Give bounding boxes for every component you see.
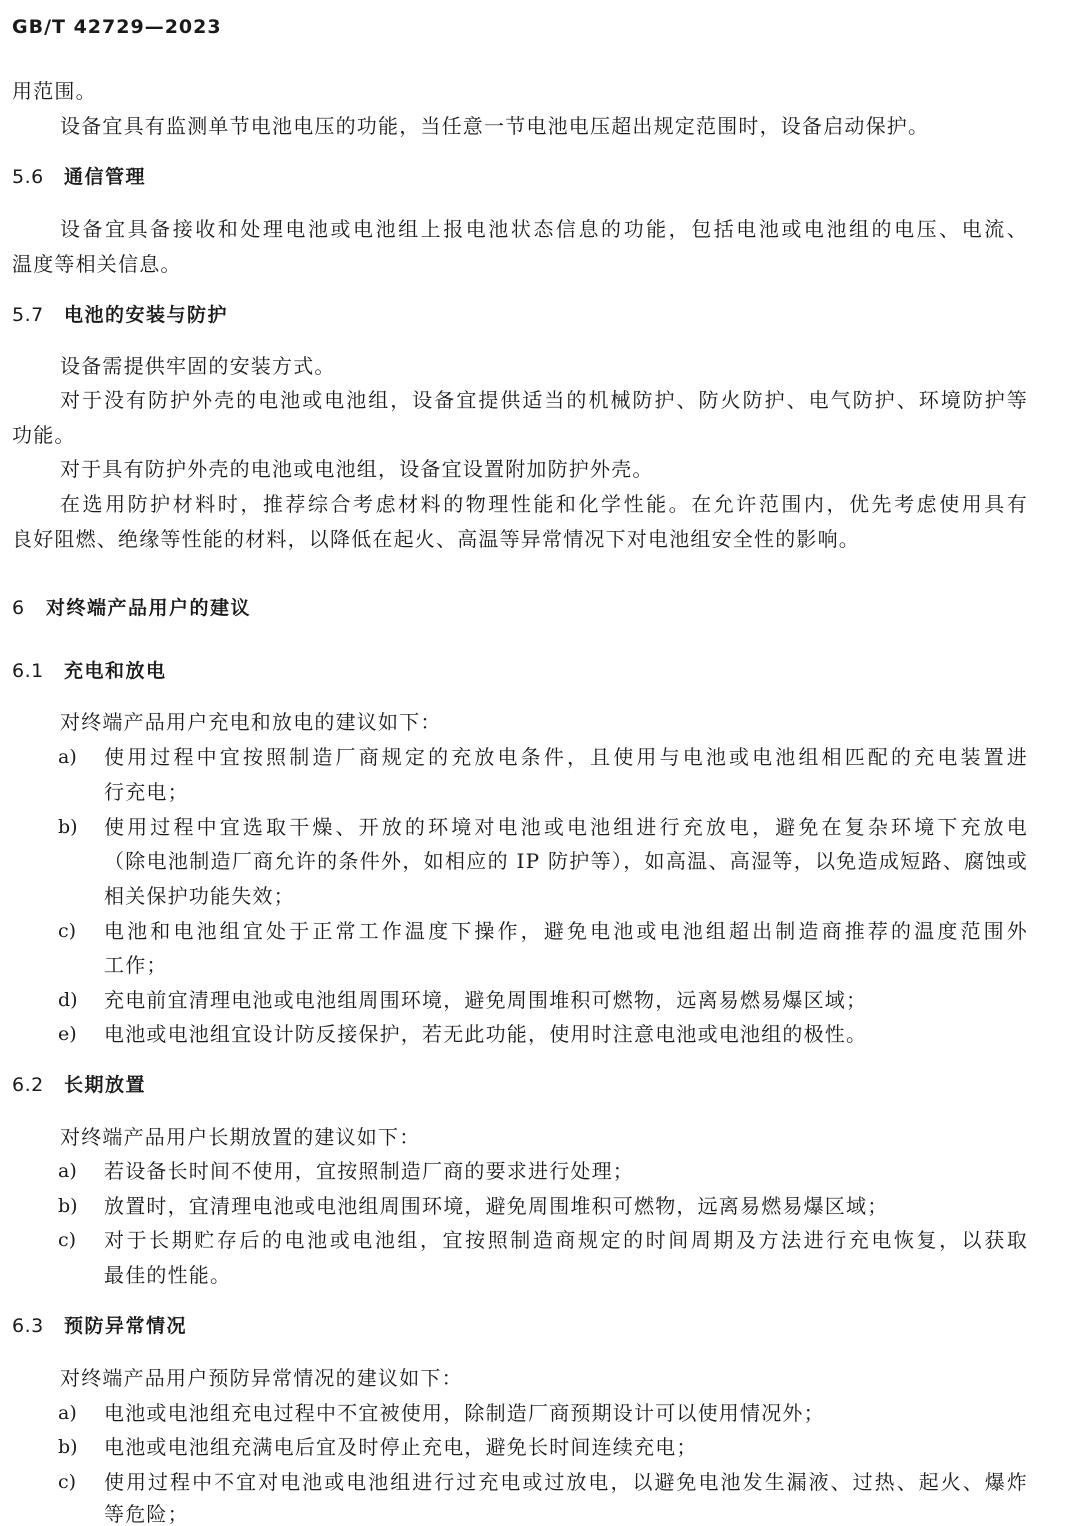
- list-item-line: 等危险；: [104, 1502, 189, 1526]
- list-item-line: 充电前宜清理电池或电池组周围环境，避免周围堆积可燃物，远离易燃易爆区域；: [104, 988, 868, 1012]
- paragraph-line: 对终端产品用户充电和放电的建议如下：: [60, 710, 442, 734]
- paragraph-line: 设备需提供牢固的安装方式。: [60, 354, 336, 378]
- section-number: 6: [12, 597, 25, 619]
- list-marker: d): [58, 989, 78, 1011]
- section-number: 6.3: [12, 1315, 44, 1337]
- paragraph-line: 设备宜具备接收和处理电池或电池组上报电池状态信息的功能，包括电池或电池组的电压、电流、: [60, 217, 1028, 241]
- list-item-line: 电池和电池组宜处于正常工作温度下操作，避免电池或电池组超出制造商推荐的温度范围外: [104, 919, 1028, 943]
- list-item-line: 若设备长时间不使用，宜按照制造厂商的要求进行处理；: [104, 1159, 634, 1183]
- section-heading-6-1: [12, 659, 167, 683]
- list-item-line: 使用过程中宜按照制造厂商规定的充放电条件，且使用与电池或电池组相匹配的充电装置进: [104, 745, 1028, 769]
- list-item-line: 对于长期贮存后的电池或电池组，宜按照制造商规定的时间周期及方法进行充电恢复，以获取: [104, 1228, 1028, 1252]
- paragraph-line: 温度等相关信息。: [12, 252, 182, 276]
- list-item-line: 相关保护功能失效；: [104, 884, 295, 908]
- section-title: 电池的安装与防护: [64, 304, 229, 326]
- list-marker: b): [58, 1195, 78, 1217]
- list-item-line: 最佳的性能。: [104, 1263, 232, 1287]
- standard-code-header: GB/T 42729—2023: [12, 16, 222, 38]
- list-marker: a): [58, 1402, 77, 1424]
- paragraph-line: 功能。: [12, 423, 76, 447]
- paragraph-line: 用范围。: [12, 79, 97, 103]
- list-item-line: 使用过程中不宜对电池或电池组进行过充电或过放电，以避免电池发生漏液、过热、起火、爆炸: [104, 1470, 1028, 1494]
- section-title: 预防异常情况: [64, 1315, 188, 1337]
- list-marker: b): [58, 816, 78, 838]
- list-item-line: 电池或电池组充电过程中不宜被使用，除制造厂商预期设计可以使用情况外；: [104, 1401, 825, 1425]
- list-item-line: （除电池制造厂商允许的条件外，如相应的 IP 防护等），如高温、高湿等，以免造成短路、腐蚀或: [104, 849, 1028, 873]
- list-marker: c): [58, 920, 77, 942]
- paragraph-line: 在选用防护材料时，推荐综合考虑材料的物理性能和化学性能。在允许范围内，优先考虑使用具有: [60, 492, 1028, 516]
- section-heading-5-7: [12, 303, 228, 327]
- paragraph-line: 设备宜具有监测单节电池电压的功能，当任意一节电池电压超出规定范围时，设备启动保护。: [60, 114, 930, 138]
- section-title: 对终端产品用户的建议: [46, 597, 252, 619]
- paragraph-line: 对于没有防护外壳的电池或电池组，设备宜提供适当的机械防护、防火防护、电气防护、环境防护等: [60, 388, 1028, 412]
- paragraph-line: 对终端产品用户长期放置的建议如下：: [60, 1125, 421, 1149]
- section-heading-6-3: [12, 1314, 187, 1338]
- section-heading-5-6: [12, 165, 146, 189]
- list-item-line: 电池或电池组宜设计防反接保护，若无此功能，使用时注意电池或电池组的极性。: [104, 1022, 868, 1046]
- list-marker: b): [58, 1436, 78, 1458]
- list-item-line: 放置时，宜清理电池或电池组周围环境，避免周围堆积可燃物，远离易燃易爆区域；: [104, 1194, 889, 1218]
- paragraph-line: 对于具有防护外壳的电池或电池组，设备宜设置附加防护外壳。: [60, 457, 654, 481]
- section-number: 6.2: [12, 1074, 44, 1096]
- section-title: 长期放置: [64, 1074, 147, 1096]
- list-item-line: 行充电；: [104, 780, 189, 804]
- section-heading-6-2: [12, 1073, 146, 1097]
- list-marker: e): [58, 1023, 77, 1045]
- list-item-line: 电池或电池组充满电后宜及时停止充电，避免长时间连续充电；: [104, 1435, 698, 1459]
- section-title: 充电和放电: [64, 660, 167, 682]
- list-marker: c): [58, 1471, 77, 1493]
- section-number: 6.1: [12, 660, 44, 682]
- list-item-line: 工作；: [104, 953, 168, 977]
- section-title: 通信管理: [64, 166, 147, 188]
- list-marker: c): [58, 1229, 77, 1251]
- section-number: 5.7: [12, 304, 44, 326]
- paragraph-line: 对终端产品用户预防异常情况的建议如下：: [60, 1366, 463, 1390]
- list-marker: a): [58, 1160, 77, 1182]
- list-item-line: 使用过程中宜选取干燥、开放的环境对电池或电池组进行充放电，避免在复杂环境下充放电: [104, 815, 1028, 839]
- chapter-heading-6: [12, 596, 251, 620]
- section-number: 5.6: [12, 166, 44, 188]
- list-marker: a): [58, 746, 77, 768]
- paragraph-line: 良好阻燃、绝缘等性能的材料，以降低在起火、高温等异常情况下对电池组安全性的影响。: [12, 527, 860, 551]
